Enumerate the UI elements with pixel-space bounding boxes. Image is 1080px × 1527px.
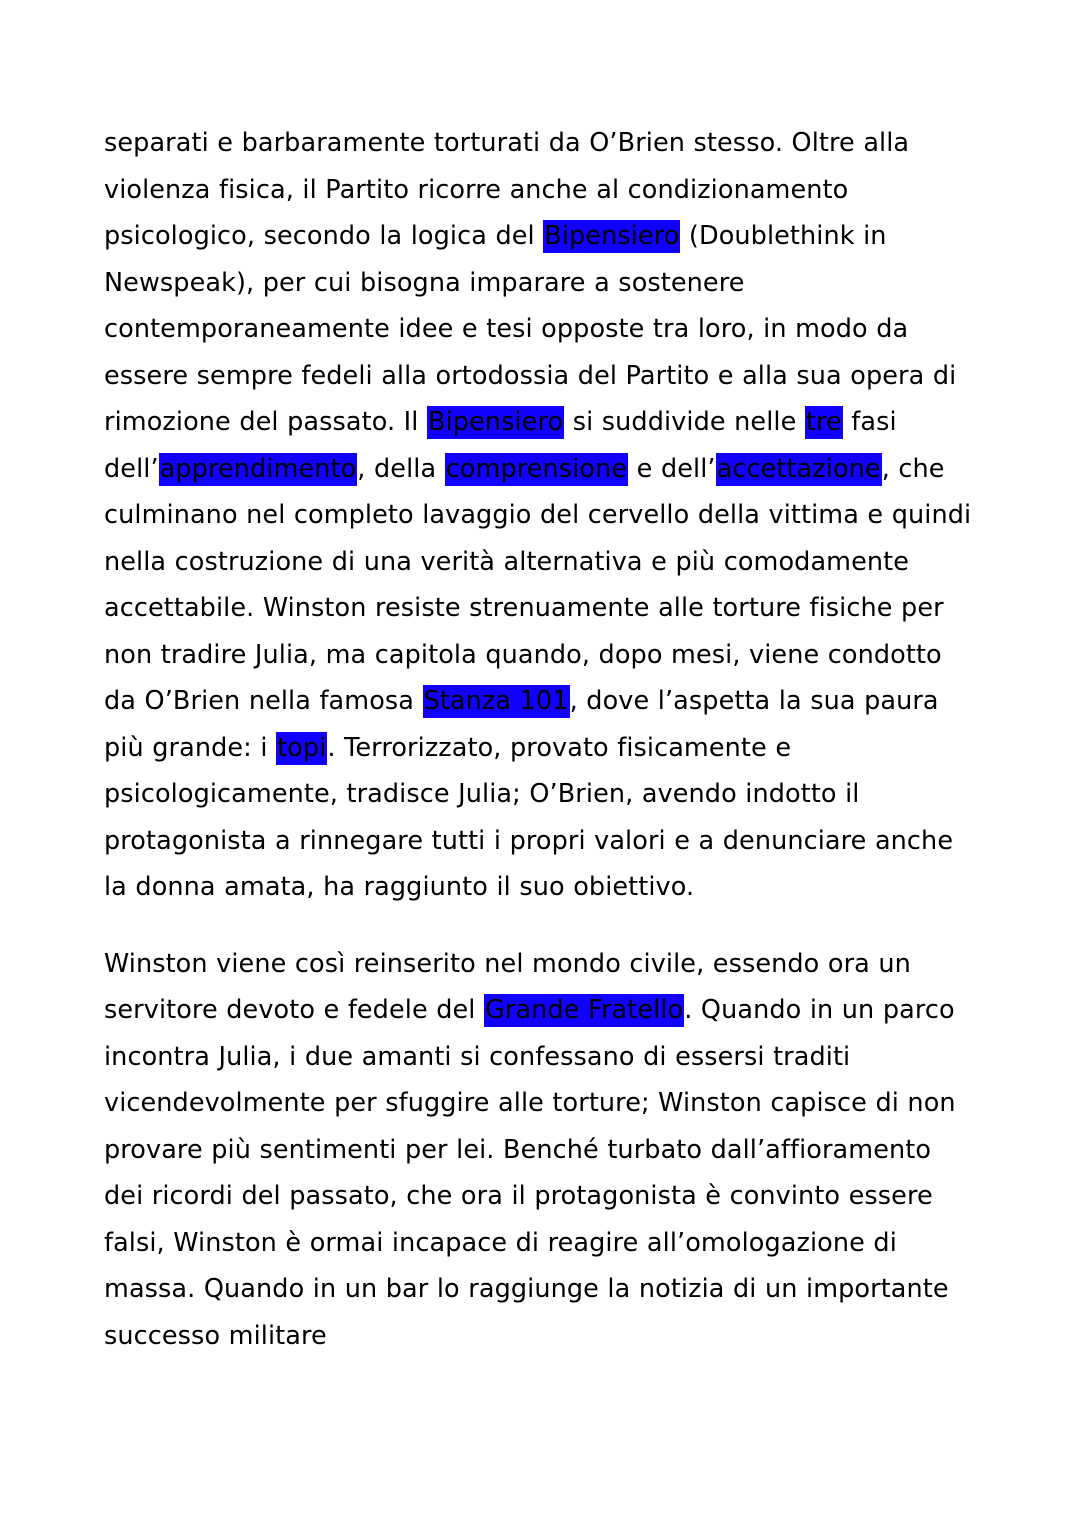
highlighted-text[interactable]: Stanza 101: [423, 686, 569, 716]
highlighted-text[interactable]: comprensione: [445, 453, 628, 484]
text-run: , dove l’aspetta la sua paura più grande: i: [104, 686, 939, 763]
text-run: separati e barbaramente torturati da O’Brien stesso. Oltre alla violenza fisica, il Partito ricorre anche al condizionamento psicologico, secondo la logica del: [104, 128, 910, 251]
text-run: . Quando in un parco incontra Julia, i due amanti si confessano di essersi traditi vicendevolmente per sfuggire alle torture; Winston capisce di non provare più sentimenti per lei. Benché turbato dall’affioramento dei ricordi del passato, che ora il protagonista è convinto essere falsi, Winston è ormai incapace di reagire all’omologazione di massa. Quando in un bar lo raggiunge la notizia di un importante successo militare: [104, 995, 956, 1351]
highlighted-text[interactable]: topi: [277, 732, 327, 763]
text-run: , che culminano nel completo lavaggio del cervello della vittima e quindi nella costruzione di una verità alternativa e più comodamente accettabile. Winston resiste strenuamente alle torture fisiche per non tradire Julia, ma capitola quando, dopo mesi, viene condotto da O’Brien nella famosa: [104, 453, 972, 716]
text-run: Winston viene così reinserito nel mondo civile, essendo ora un servitore devoto e fedele del: [104, 948, 911, 1025]
document-body: [104, 120, 976, 1359]
highlighted-text[interactable]: tre: [805, 407, 842, 437]
text-run: (Doublethink in Newspeak), per cui bisogna imparare a sostenere contemporaneamente idee e tesi opposte tra loro, in modo da essere sempre fedeli alla ortodossia del Partito e alla sua opera di rimozione del passato. Il: [104, 221, 957, 437]
text-run: fasi dell’: [104, 407, 897, 484]
text-run: . Terrorizzato, provato fisicamente e psicologicamente, tradisce Julia; O’Brien, avendo indotto il protagonista a rinnegare tutti i propri valori e a denunciare anche la donna amata, ha raggiunto il suo obiettivo.: [104, 732, 954, 902]
paragraph-1: [104, 120, 976, 911]
text-run: e dell’: [628, 453, 716, 484]
text-run: si suddivide nelle: [564, 407, 805, 437]
paragraph-2: [104, 941, 976, 1360]
text-run: , della: [357, 453, 445, 484]
highlighted-text[interactable]: accettazione: [716, 453, 881, 484]
highlighted-text[interactable]: Bipensiero: [428, 407, 564, 437]
highlighted-text[interactable]: Bipensiero: [544, 221, 680, 251]
highlighted-text[interactable]: Grande Fratello: [485, 995, 684, 1025]
highlighted-text[interactable]: apprendimento: [159, 453, 357, 484]
